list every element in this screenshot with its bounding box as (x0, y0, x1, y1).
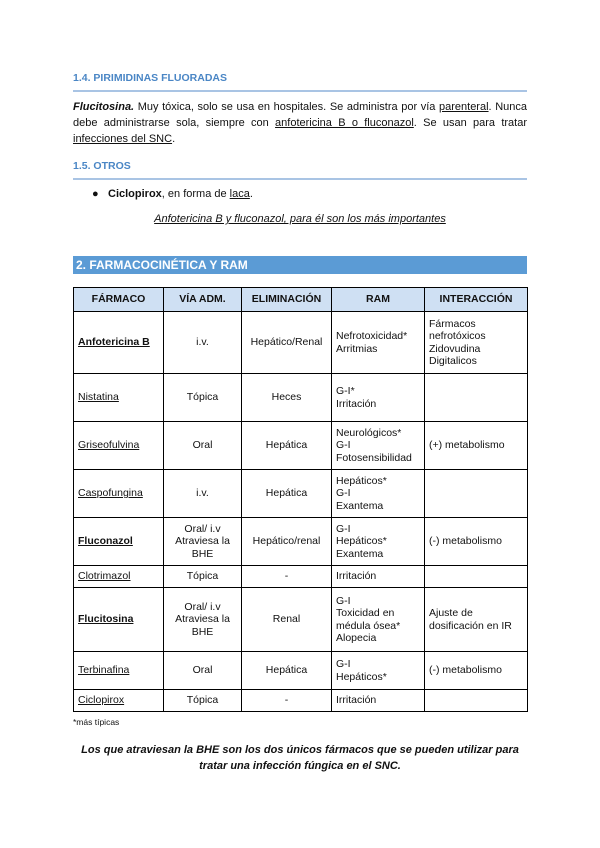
cell-elimination: - (242, 690, 332, 712)
header-via: VÍA ADM. (164, 288, 242, 312)
section-title-farmacocinetica: 2. FARMACOCINÉTICA Y RAM (73, 256, 527, 274)
flucitosina-paragraph: Flucitosina. Muy tóxica, solo se usa en hospitales. Se administra por vía parenteral. Nunca debe administrarse sola, siempre con anfotericina B o fluconazol. Se usan para tratar infecciones del SNC. (73, 101, 527, 145)
table-row (74, 652, 528, 690)
table-row (74, 690, 528, 712)
cell-drug: Caspofungina (74, 470, 164, 518)
cell-interaction (425, 374, 528, 422)
flucitosina-name: Flucitosina. (73, 101, 135, 113)
list-item-ciclopirox: ● Ciclopirox, en forma de laca. (92, 188, 253, 200)
cell-elimination: Renal (242, 588, 332, 652)
cell-elimination: Hepática (242, 470, 332, 518)
cell-via: Oral (164, 422, 242, 470)
cell-interaction: (+) metabolismo (425, 422, 528, 470)
header-interaccion: INTERACCIÓN (425, 288, 528, 312)
section-title-pirimidinas: 1.4. PIRIMIDINAS FLUORADAS (73, 72, 527, 92)
table-row (74, 374, 528, 422)
bullet-icon: ● (92, 188, 99, 200)
table-row (74, 518, 528, 566)
cell-drug: Anfotericina B (74, 312, 164, 374)
cell-drug: Flucitosina (74, 588, 164, 652)
cell-interaction: (-) metabolismo (425, 518, 528, 566)
cell-via: Oral/ i.v Atraviesa la BHE (164, 588, 242, 652)
conclusion-text: Los que atraviesan la BHE son los dos únicos fármacos que se pueden utilizar para tratar una infección fúngica en el SNC. (81, 744, 519, 772)
cell-interaction (425, 566, 528, 588)
cell-via: Tópica (164, 690, 242, 712)
cell-interaction: (-) metabolismo (425, 652, 528, 690)
cell-via: Oral (164, 652, 242, 690)
header-eliminacion: ELIMINACIÓN (242, 288, 332, 312)
pharmacokinetics-table (73, 287, 528, 712)
importance-note: Anfotericina B y fluconazol, para él son los más importantes (154, 213, 446, 225)
cell-ram: G-I Toxicidad en médula ósea* Alopecia (332, 588, 425, 652)
cell-ram: G-I Hepáticos* (332, 652, 425, 690)
section-title-otros: 1.5. OTROS (73, 160, 527, 180)
cell-elimination: Heces (242, 374, 332, 422)
cell-interaction: Ajuste de dosificación en IR (425, 588, 528, 652)
cell-ram: Nefrotoxicidad* Arritmias (332, 312, 425, 374)
table-header-row (74, 288, 528, 312)
table-row (74, 470, 528, 518)
cell-elimination: Hepática (242, 422, 332, 470)
cell-ram: G-I* Irritación (332, 374, 425, 422)
cell-elimination: Hepática (242, 652, 332, 690)
cell-elimination: - (242, 566, 332, 588)
cell-via: i.v. (164, 470, 242, 518)
cell-drug: Fluconazol (74, 518, 164, 566)
cell-ram: G-I Hepáticos* Exantema (332, 518, 425, 566)
cell-via: i.v. (164, 312, 242, 374)
cell-elimination: Hepático/Renal (242, 312, 332, 374)
header-ram: RAM (332, 288, 425, 312)
cell-elimination: Hepático/renal (242, 518, 332, 566)
cell-ram: Irritación (332, 690, 425, 712)
cell-via: Tópica (164, 566, 242, 588)
cell-drug: Terbinafina (74, 652, 164, 690)
cell-ram: Neurológicos* G-I Fotosensibilidad (332, 422, 425, 470)
table-row (74, 422, 528, 470)
cell-interaction (425, 470, 528, 518)
footnote: *más típicas (73, 717, 120, 727)
cell-drug: Ciclopirox (74, 690, 164, 712)
cell-drug: Nistatina (74, 374, 164, 422)
cell-ram: Hepáticos* G-I Exantema (332, 470, 425, 518)
cell-ram: Irritación (332, 566, 425, 588)
table-row (74, 566, 528, 588)
table-row (74, 588, 528, 652)
header-farmaco: FÁRMACO (74, 288, 164, 312)
table-row (74, 312, 528, 374)
parenteral-link: parenteral (439, 101, 489, 113)
cell-drug: Clotrimazol (74, 566, 164, 588)
cell-via: Oral/ i.v Atraviesa la BHE (164, 518, 242, 566)
cell-drug: Griseofulvina (74, 422, 164, 470)
cell-interaction (425, 690, 528, 712)
cell-via: Tópica (164, 374, 242, 422)
cell-interaction: Fármacos nefrotóxicos Zidovudina Digitalicos (425, 312, 528, 374)
